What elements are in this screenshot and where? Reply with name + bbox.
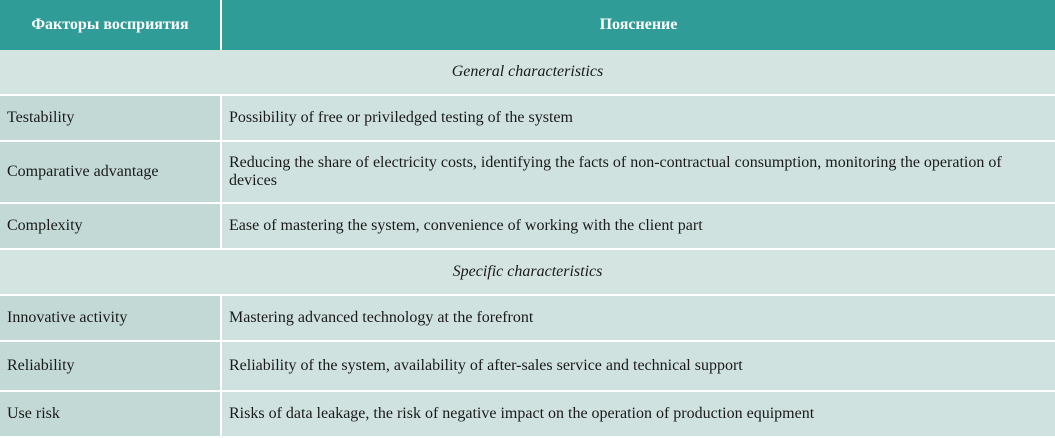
description-cell: Mastering advanced technology at the forefront — [221, 295, 1055, 341]
description-cell: Ease of mastering the system, convenience of working with the client part — [221, 203, 1055, 249]
section-title: General characteristics — [0, 50, 1055, 95]
table-row — [0, 141, 1055, 203]
section-title: Specific characteristics — [0, 249, 1055, 295]
description-cell: Reliability of the system, availability of after-sales service and technical support — [221, 341, 1055, 391]
section-row-general — [0, 50, 1055, 95]
description-cell: Reducing the share of electricity costs, identifying the facts of non-contractual consumption, monitoring the operation of devices — [221, 141, 1055, 203]
table-row — [0, 95, 1055, 141]
factor-cell: Reliability — [0, 341, 221, 391]
table-row — [0, 295, 1055, 341]
table-row — [0, 391, 1055, 437]
table-row — [0, 341, 1055, 391]
factor-cell: Use risk — [0, 391, 221, 437]
factor-cell: Complexity — [0, 203, 221, 249]
factor-cell: Testability — [0, 95, 221, 141]
description-cell: Possibility of free or priviledged testing of the system — [221, 95, 1055, 141]
description-cell: Risks of data leakage, the risk of negative impact on the operation of production equipment — [221, 391, 1055, 437]
header-explanation: Пояснение — [221, 0, 1055, 50]
header-factors: Факторы восприятия — [0, 0, 221, 50]
factor-cell: Innovative activity — [0, 295, 221, 341]
section-row-specific — [0, 249, 1055, 295]
table-row — [0, 203, 1055, 249]
factor-cell: Comparative advantage — [0, 141, 221, 203]
table-header-row — [0, 0, 1055, 50]
